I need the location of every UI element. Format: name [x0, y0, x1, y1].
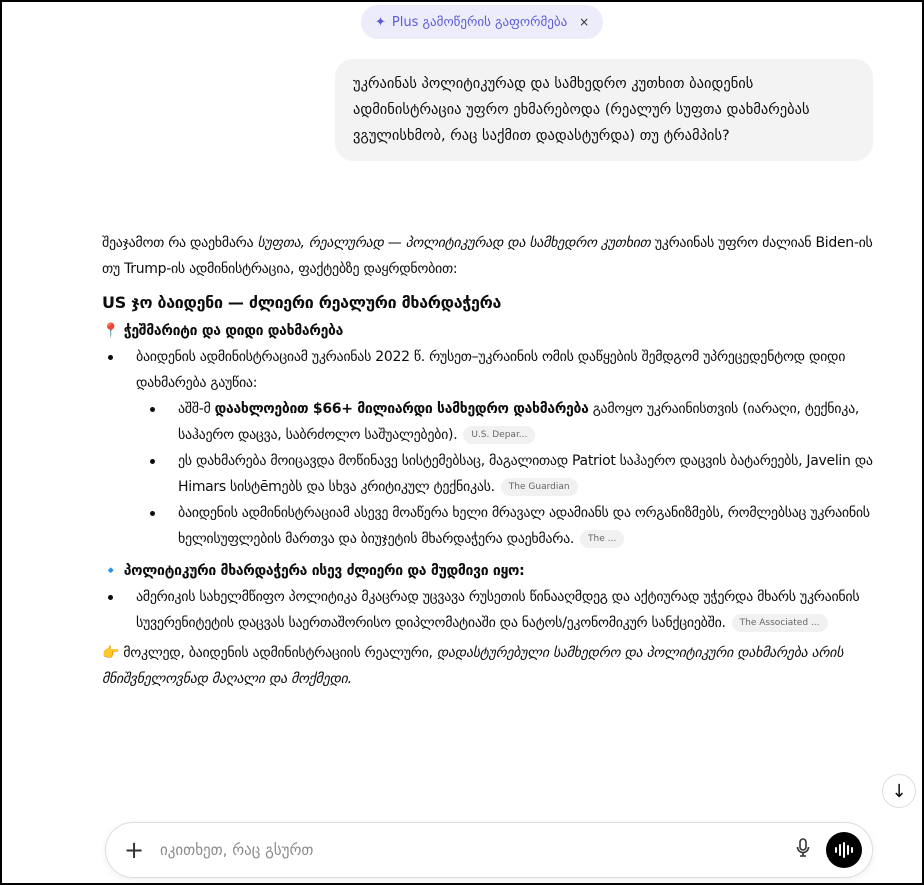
- list-item: [102, 344, 874, 552]
- intro-text-end: უკრაინას უფრო ძალიან Biden-ის თუ Trump-ის ადმინისტრაცია, ფაქტებზე დაყრდნობით:: [102, 235, 873, 277]
- bullet-text: ბაიდენის ადმინისტრაციამ უკრაინას 2022 წ. რუსეთ–უკრაინის ომის დაწყების შემდგომ უპრეცედენტოდ დიდი დახმარება გაუწია:: [136, 349, 846, 391]
- section-heading: US ჯო ბაიდენი — ძლიერი რეალური მხარდაჭერა: [102, 293, 502, 312]
- summary-italic: დადასტურებული სამხედრო და პოლიტიკური დახმარება არის მნიშვნელოვნად მაღალი და მოქმედი.: [102, 645, 844, 687]
- summary: [102, 640, 874, 692]
- summary-text: მოკლედ, ბაიდენის ადმინისტრაციის რეალური,: [123, 645, 437, 661]
- bullet-text: აშშ-მ: [178, 401, 215, 417]
- citation-chip[interactable]: The ...: [580, 530, 624, 548]
- list-item: [102, 584, 874, 636]
- pointing-hand-icon: 👉: [102, 645, 120, 661]
- diamond-icon: 🔹: [102, 563, 120, 579]
- list-item: [136, 448, 874, 500]
- voice-mode-button[interactable]: [826, 832, 862, 868]
- arrow-down-icon: ↓: [891, 780, 907, 802]
- bullet-text: ეს დახმარება მოიცავდა მოწინავე სისტემებსაც, მაგალითად Patriot საჰაერო დაცვის ბატარეებს, Javelin და Himars სისტēmებს და სხვა კრიტიკულ ტექნიკას.: [178, 453, 873, 495]
- intro: [102, 230, 874, 282]
- user-message: უკრაინას პოლიტიკურად და სამხედრო კუთხით ბაიდენის ადმინისტრაცია უფრო ეხმარებოდა (რეალურ სუფთა დახმარებას ვგულისხმობ, რაც საქმით დადასტურდა) თუ ტრამპის?: [335, 59, 873, 161]
- section2-title: [102, 558, 874, 584]
- pin-icon: 📍: [102, 323, 120, 339]
- citation-chip[interactable]: The Associated ...: [732, 614, 828, 632]
- section1-title: [102, 318, 874, 344]
- intro-text: შეაჯამოთ რა დაეხმარა: [102, 235, 258, 251]
- assistant-response: [102, 230, 874, 692]
- microphone-icon[interactable]: [788, 838, 818, 862]
- close-icon[interactable]: ×: [579, 15, 590, 29]
- sparkle-icon: ✦: [375, 14, 386, 30]
- scroll-down-button[interactable]: [882, 774, 916, 808]
- section2-title-text: პოლიტიკური მხარდაჭერა ისევ ძლიერი და მუდმივი იყო:: [123, 563, 525, 579]
- bullet-text: გამოყო უკრაინისთვის (იარაღი, ტექნიკა, საჰაერო დაცვა, საბრძოლო საშუალებები).: [178, 401, 860, 443]
- list-item: [136, 396, 874, 448]
- composer: [105, 822, 873, 878]
- upgrade-plus-banner[interactable]: [361, 5, 603, 39]
- citation-chip[interactable]: U.S. Depar...: [463, 426, 535, 444]
- bullet-text: ამერიკის სახელმწიფო პოლიტიკა მკაცრად უცვავა რუსეთის წინააღმდეგ და აქტიურად უჭერდა მხარს უკრაინის სუვერენიტეტის დაცვას საერთაშორისო დიპლომატიაში და ნატოს/ეკონომიკურ სანქციებში.: [136, 589, 860, 631]
- plus-icon[interactable]: +: [124, 836, 145, 864]
- bullet-bold: დაახლოებით $66+ მილიარდი სამხედრო დახმარება: [214, 401, 589, 417]
- list-item: [136, 500, 874, 552]
- intro-italic: სუფთა, რეალურად — პოლიტიკურად და სამხედრო კუთხით: [257, 235, 651, 251]
- prompt-input[interactable]: [160, 841, 788, 859]
- section1-title-text: ჭეშმარიტი და დიდი დახმარება: [123, 323, 344, 339]
- bullet-text: ბაიდენის ადმინისტრაციამ ასევე მოაწერა ხელი მრავალ ადამიანს და ორგანიზმებს, რომლებსაც უკრაინის ხელისუფლების მართვა და ბიუჯეტის მხარდაჭერა დაეხმარა.: [178, 505, 870, 547]
- citation-chip[interactable]: The Guardian: [501, 478, 578, 496]
- upgrade-label: Plus გამოწერის გაფორმება: [391, 14, 568, 30]
